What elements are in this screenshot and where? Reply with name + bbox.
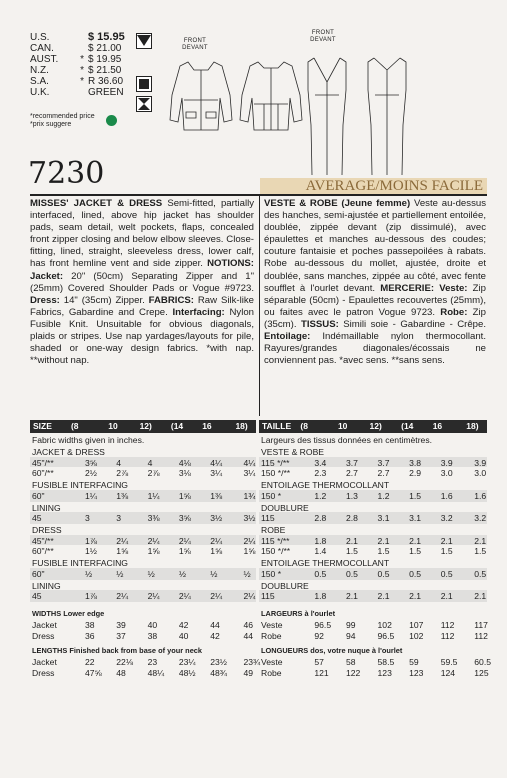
table-cell: 2¼ <box>210 535 223 546</box>
table-cell: 2.1 <box>440 591 453 601</box>
table-cell: 1⅜ <box>210 490 223 501</box>
size-header-cell: (8 <box>70 421 79 431</box>
table-cell: 1⅝ <box>178 546 191 556</box>
size-header-cell: 18) <box>235 421 248 431</box>
table-cell: 2.8 <box>314 513 327 523</box>
table-cell: 44 <box>243 630 254 641</box>
section-title: ROBE <box>261 525 286 535</box>
table-cell: 3½ <box>243 513 256 523</box>
table-cell: Veste <box>261 657 283 667</box>
price-country: U.S. <box>30 32 50 43</box>
table-cell: 2.1 <box>409 535 422 546</box>
table-cell: 150 * <box>261 490 282 501</box>
table-cell: ½ <box>210 568 218 579</box>
table-cell: 1.5 <box>474 546 487 556</box>
price-value: GREEN <box>88 87 124 98</box>
table-cell: 57 <box>314 657 324 667</box>
section-title: ENTOILAGE THERMOCOLLANT <box>261 558 390 568</box>
column-divider <box>259 196 260 416</box>
table-cell: 36 <box>84 630 95 641</box>
table-cell: 1.6 <box>440 490 453 501</box>
table-cell: 2¼ <box>147 535 160 546</box>
table-cell: 123 <box>377 667 392 678</box>
table-cell: 150 * <box>261 568 282 579</box>
table-cell: 94 <box>345 630 356 641</box>
table-cell: 23 <box>147 657 158 667</box>
table-cell: 3¼ <box>243 468 256 478</box>
table-cell: 4¼ <box>210 457 223 468</box>
price-row <box>30 43 121 54</box>
table-cell: 1⅝ <box>178 490 191 501</box>
table-cell: Jacket <box>32 620 57 630</box>
price-row <box>30 32 125 43</box>
table-cell: 2⅞ <box>147 468 160 478</box>
table-cell: 3 <box>116 513 122 523</box>
table-cell: 42 <box>210 630 220 641</box>
table-cell: 48 <box>116 667 126 678</box>
table-cell: 2.7 <box>377 468 390 478</box>
table-cell: 3.1 <box>377 513 390 523</box>
table-cell: Robe <box>261 667 282 678</box>
table-cell: 150 */** <box>261 468 291 478</box>
table-cell: 60"/** <box>32 546 54 556</box>
size-header <box>259 420 487 433</box>
size-header-label: TAILLE <box>262 421 292 431</box>
price-country: CAN. <box>30 43 54 54</box>
garment-sketches <box>160 40 410 175</box>
table-cell: 2.1 <box>377 535 390 546</box>
front-label-jacket: FRONT DEVANT <box>182 38 208 51</box>
table-cell: 3⅛ <box>178 468 191 478</box>
table-cell: 2½ <box>84 468 97 478</box>
table-cell: ½ <box>147 568 155 579</box>
table-cell: 107 <box>409 620 424 630</box>
table-cell: 1⅝ <box>116 546 129 556</box>
table-cell: 2.1 <box>345 535 358 546</box>
price-value: $ 15.95 <box>88 31 125 43</box>
table-cell: 38 <box>147 630 158 641</box>
hourglass-symbol-icon <box>136 96 152 112</box>
table-cell: ½ <box>178 568 187 579</box>
price-mark: * <box>80 76 84 87</box>
description-fr: VESTE & ROBE (Jeune femme) Veste au-dessus des hanches, semi-ajustée et partiellement entoilée, doublée, zippée devant (zip dissimulé), avec épaulettes et manches au-dessous des coudes; couture fantaisie et poches passepoilées à rabats. Robe au-dessous du mollet, ajustée, droite et doublée, sans manches, zippée au côté, avec fente soufflet à l'ourlet devant. MERCERIE: Veste: Zip séparable (50cm) - Epaulettes recouvertes (25mm), ou faites avec le patron Vogue 9723. Robe: Zip (35cm). TISSUS: Simili soie - Gabardine - Crêpe. Entoilage: Indémaillable nylon thermocollant. Rayures/grandes diagonales/écossais ne conviennent pas. *avec sens. **sans sens. <box>264 198 486 367</box>
table-cell: 3.1 <box>409 513 422 523</box>
front-label-dress: FRONT DEVANT <box>310 30 336 43</box>
size-header-cell: 10 <box>108 421 118 431</box>
section-title: FUSIBLE INTERFACING <box>32 480 128 490</box>
table-cell: 3¼ <box>210 468 223 478</box>
description-en: MISSES' JACKET & DRESS Semi-fitted, partially interfaced, lined, above hip jacket has shoulder pads, seam detail, welt pockets, flaps, concealed front zipper closing and below elbow sleeves. Close-fitting, lined, straight, sleeveless dress, lower calf, has front hemline vent and side zipper. NOTIONS: Jacket: 20" (50cm) Separating Zipper and 1" (25mm) Covered Shoulder Pads or Vogue #9723. Dress: 14" (35cm) Zipper. FABRICS: Raw Silk-like Fabrics, Gabardine and Crepe. Interfacing: Nylon Fusible Knit. Unsuitable for obvious diagonals, plaids or stripes. Use nap yardages/layouts for pile, shaded or one-way design fabrics. *with nap. **without nap. <box>30 198 254 367</box>
table-cell: 124 <box>440 667 456 678</box>
table-cell: 60" <box>32 490 45 501</box>
table-cell: 2.1 <box>440 535 453 546</box>
price-country: U.K. <box>30 87 50 98</box>
table-cell: 1.2 <box>377 490 390 501</box>
price-note-fr: *prix suggere <box>30 121 72 128</box>
price-note-en: *recommended price <box>30 113 95 120</box>
widths-title: LARGEURS à l'ourlet <box>261 609 336 618</box>
table-cell: 102 <box>377 620 392 630</box>
price-mark: * <box>80 65 84 76</box>
table-cell: 3.2 <box>474 513 487 523</box>
table-cell: 45 <box>32 513 42 523</box>
table-cell: 44 <box>210 620 220 630</box>
table-cell: 38 <box>84 620 95 630</box>
table-cell: 115 <box>261 591 275 601</box>
table-cell: 2¼ <box>178 535 191 546</box>
table-cell: 22⅛ <box>116 657 133 667</box>
table-cell: 23¾ <box>243 657 261 667</box>
table-cell: 2.8 <box>345 513 358 523</box>
down-triangle-icon <box>137 35 151 46</box>
table-cell: 0.5 <box>345 568 358 579</box>
table-cell: 122 <box>345 667 361 678</box>
table-cell: 1¾ <box>243 490 256 501</box>
table-cell: 2.1 <box>377 591 390 601</box>
table-cell: 46 <box>243 620 254 630</box>
table-cell: 1.3 <box>345 490 358 501</box>
table-cell: 60.5 <box>474 657 491 667</box>
table-cell: Dress <box>32 667 55 678</box>
lengths-title: LONGUEURS dos, votre nuque à l'ourlet <box>261 646 403 655</box>
table-cell: 60" <box>32 568 45 579</box>
table-cell: 112 <box>440 630 455 641</box>
table-cell: 115 */** <box>261 457 290 468</box>
table-cell: 3.7 <box>345 457 358 468</box>
table-cell: 1⅜ <box>116 490 129 501</box>
size-header-cell: 12) <box>139 421 152 431</box>
price-row <box>30 65 121 76</box>
pattern-number: 7230 <box>28 156 105 191</box>
size-header-cell: (14 <box>401 421 414 431</box>
price-value: $ 21.00 <box>88 43 122 54</box>
table-cell: 48¾ <box>210 667 227 678</box>
dress-front-sketch <box>308 58 346 175</box>
size-header-cell: (14 <box>170 421 184 431</box>
price-mark: * <box>80 54 84 65</box>
table-cell: 2¼ <box>116 591 129 601</box>
section-title: DOUBLURE <box>261 502 309 513</box>
table-cell: 3.2 <box>440 513 453 523</box>
table-cell: 4 <box>116 457 122 468</box>
table-cell: 117 <box>474 620 488 630</box>
table-cell: 2.1 <box>474 591 487 601</box>
section-title: DRESS <box>32 525 62 535</box>
table-cell: 96.5 <box>314 620 332 630</box>
table-cell: ½ <box>116 568 124 579</box>
table-cell: 3.7 <box>377 457 390 468</box>
table-cell: 1.5 <box>377 546 390 556</box>
difficulty-banner: AVERAGE/MOINS FACILE <box>260 178 487 194</box>
price-value: $ 21.50 <box>88 65 122 76</box>
table-cell: ½ <box>243 568 251 579</box>
table-cell: 48½ <box>178 667 196 678</box>
table-cell: 1.8 <box>314 591 327 601</box>
size-header-cell: 18) <box>466 421 479 431</box>
table-cell: 150 */** <box>261 546 291 556</box>
table-cell: Dress <box>32 630 55 641</box>
table-cell: 2¼ <box>243 591 256 601</box>
table-cell: 0.5 <box>409 568 422 579</box>
table-cell: 2.9 <box>409 468 422 478</box>
table-cell: 2⅞ <box>116 468 129 478</box>
table-cell: Veste <box>261 620 283 630</box>
table-cell: 1⅝ <box>210 546 223 556</box>
table-cell: ½ <box>84 568 93 579</box>
table-cell: 1.6 <box>474 490 487 501</box>
table-cell: 60"/** <box>32 468 54 478</box>
table-cell: 4⅛ <box>178 457 191 468</box>
price-row <box>30 76 123 87</box>
table-cell: 2¼ <box>243 535 256 546</box>
price-value: R 36.60 <box>88 76 124 87</box>
table-cell: 2¼ <box>116 535 129 546</box>
table-cell: 2.3 <box>314 468 327 478</box>
section-title: LINING <box>32 580 61 591</box>
table-cell: 42 <box>178 620 189 630</box>
table-cell: 39 <box>116 620 126 630</box>
table-cell: 121 <box>314 667 329 678</box>
table-cell: 45"/** <box>32 457 54 468</box>
section-title: JACKET & DRESS <box>32 447 105 457</box>
green-dot-icon <box>106 115 117 126</box>
table-cell: 115 */** <box>261 535 290 546</box>
table-cell: 1¼ <box>147 490 160 501</box>
table-cell: 99 <box>345 620 356 630</box>
section-title: ENTOILAGE THERMOCOLLANT <box>261 480 390 490</box>
table-cell: 40 <box>147 620 158 630</box>
table-cell: 123 <box>409 667 424 678</box>
section-title: LINING <box>32 502 61 513</box>
size-header-cell: 10 <box>337 421 348 431</box>
table-cell: 3.8 <box>409 457 422 468</box>
table-cell: Jacket <box>32 657 57 667</box>
section-title: DOUBLURE <box>261 580 309 591</box>
table-cell: 1.8 <box>314 535 327 546</box>
size-header-cell: 16 <box>202 421 212 431</box>
table-cell: 1.4 <box>314 546 327 556</box>
table-cell: 3½ <box>210 513 223 523</box>
price-value: $ 19.95 <box>88 54 122 65</box>
table-cell: 59.5 <box>440 657 458 667</box>
table-cell: 125 <box>474 667 489 678</box>
table-cell: 45 <box>32 591 42 601</box>
table-cell: 1⅝ <box>147 546 160 556</box>
table-cell: 0.5 <box>474 568 487 579</box>
table-cell: 2.1 <box>345 591 358 601</box>
table-cell: 2¼ <box>210 591 223 601</box>
table-cell: 1.5 <box>409 490 422 501</box>
price-row <box>30 54 121 65</box>
price-country: N.Z. <box>30 65 49 76</box>
table-cell: 58 <box>345 657 356 667</box>
table-cell: 92 <box>314 630 324 641</box>
widths-title: WIDTHS Lower edge <box>32 609 105 618</box>
table-cell: 2¼ <box>178 591 191 601</box>
table-cell: 1¼ <box>84 490 97 501</box>
price-country: AUST. <box>30 54 59 65</box>
table-cell: 3.4 <box>314 457 327 468</box>
table-cell: 4 <box>147 457 153 468</box>
table-cell: 1⅞ <box>84 535 97 546</box>
table-cell: 3⅝ <box>84 457 97 468</box>
table-cell: 22 <box>84 657 95 667</box>
table-cell: 3 <box>84 513 90 523</box>
size-header <box>30 420 256 433</box>
table-cell: 58.5 <box>377 657 395 667</box>
table-cell: 1⅝ <box>243 546 256 556</box>
table-cell: 45"/** <box>32 535 54 546</box>
table-cell: 3⅜ <box>147 513 160 523</box>
table-cell: 102 <box>409 630 424 641</box>
table-cell: 40 <box>178 630 189 641</box>
table-cell: 112 <box>474 630 488 641</box>
table-cell: 2.1 <box>409 591 422 601</box>
section-title: FUSIBLE INTERFACING <box>32 558 128 568</box>
table-cell: 1.5 <box>440 546 453 556</box>
fabric-width-note: Largeurs des tissus données en centimètres. <box>261 435 433 445</box>
table-cell: 115 <box>261 513 275 523</box>
size-header-cell: (8 <box>300 421 308 431</box>
table-cell: 3⅝ <box>178 513 191 523</box>
table-cell: 3.0 <box>474 468 487 478</box>
table-cell: 1⅞ <box>84 591 97 601</box>
table-cell: 49 <box>243 667 254 678</box>
table-cell: 4¼ <box>243 457 256 468</box>
table-cell: 3.9 <box>440 457 453 468</box>
table-cell: 0.5 <box>314 568 327 579</box>
price-country: S.A. <box>30 76 49 87</box>
table-row <box>30 568 256 580</box>
table-cell: 37 <box>116 630 126 641</box>
fabric-width-note: Fabric widths given in inches. <box>32 435 145 445</box>
price-row <box>30 87 124 98</box>
table-cell: 3.0 <box>440 468 453 478</box>
table-cell: 47⅝ <box>84 667 102 678</box>
lengths-title: LENGTHS Finished back from base of your neck <box>32 646 203 655</box>
table-cell: 1.2 <box>314 490 327 501</box>
table-cell: 1.5 <box>345 546 358 556</box>
table-cell: 0.5 <box>377 568 390 579</box>
size-header-label: SIZE <box>33 421 52 431</box>
table-cell: 59 <box>409 657 419 667</box>
size-header-cell: 12) <box>369 421 382 431</box>
table-cell: 2.1 <box>474 535 487 546</box>
table-cell: 0.5 <box>440 568 453 579</box>
size-header-cell: 16 <box>432 421 443 431</box>
dress-back-sketch <box>368 58 406 175</box>
table-cell: Robe <box>261 630 282 641</box>
table-cell: 23½ <box>210 657 227 667</box>
table-cell: 23¼ <box>178 657 196 667</box>
table-cell: 1.5 <box>409 546 422 556</box>
table-cell: 3.9 <box>474 457 487 468</box>
table-cell: 2.7 <box>345 468 358 478</box>
table-cell: 96.5 <box>377 630 395 641</box>
table-cell: 112 <box>440 620 455 630</box>
table-cell: 2¼ <box>147 591 160 601</box>
section-title: VESTE & ROBE <box>261 447 325 457</box>
table-cell: 48¼ <box>147 667 165 678</box>
table-cell: 1½ <box>84 546 97 556</box>
square-symbol-icon <box>136 76 152 92</box>
